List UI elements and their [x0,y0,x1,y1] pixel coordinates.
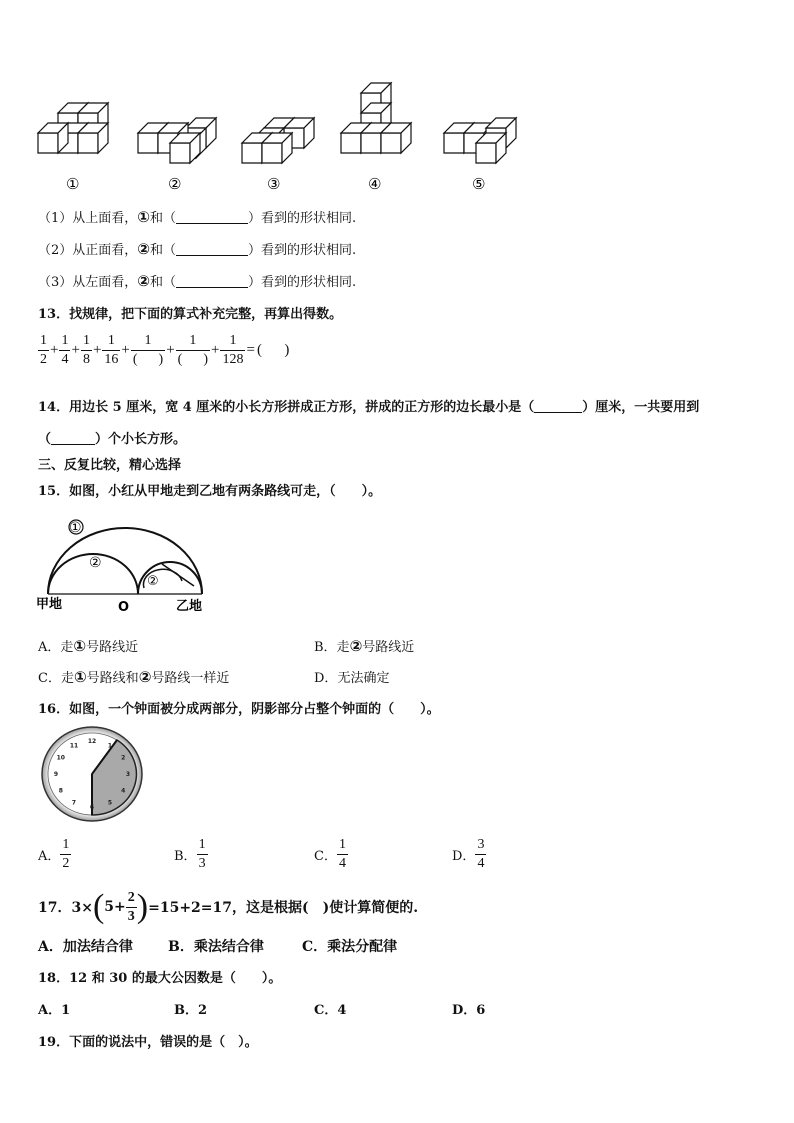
cube-label-3: ③ [267,175,281,193]
q15-option-b[interactable]: B．走②号路线近 [314,637,415,655]
q19-text: 19．下面的说法中，错误的是（ ）。 [38,1035,258,1050]
answer-blank[interactable] [51,432,95,445]
clock-figure [40,724,144,824]
q17-text: 17．3×(5+ $\frac{2}{3}$ )=15+2=17，这是根据( )使计算简便的. [38,888,419,925]
cube-figures [0,70,794,200]
clock-number: 3 [125,771,131,778]
fraction: $\frac{1}{2}$ [40,333,47,367]
q15-text: 15．如图，小红从甲地走到乙地有两条路线可走，（ ）。 [38,484,382,499]
q17-option-a[interactable]: A．加法结合律 [38,939,133,955]
q16-option-b[interactable]: B． $\frac{1}{3}$ [174,837,206,871]
answer-blank[interactable] [534,400,582,413]
cube-label-5: ⑤ [472,175,486,193]
fraction-blank[interactable]: $\frac{1}{( )}$ [177,333,208,367]
q14-line-1: 14．用边长 5 厘米，宽 4 厘米的小长方形拼成正方形，拼成的正方形的边长最小是（ ）厘米，一共要用到 [38,400,700,415]
q12-line-3: （3）从左面看，②和（ ）看到的形状相同. [38,272,357,290]
answer-blank[interactable]: ( ) [256,342,290,358]
q15-route-figure [32,515,217,617]
clock-number: 5 [107,799,113,807]
fraction-blank[interactable]: $\frac{1}{( )}$ [132,333,164,367]
q15-option-d[interactable]: D．无法确定 [314,671,390,686]
fraction: $\frac{3}{4}$ [477,837,485,871]
q18-text: 18．12 和 30 的最大公因数是（ ）。 [38,971,282,986]
cube-figure-5 [444,118,516,163]
clock-number: 6 [89,804,95,811]
answer-blank[interactable] [176,243,248,256]
route-2b-label: ② [147,574,159,589]
route-2-label: ② [89,555,102,571]
route-1-label: ① [69,520,82,536]
fraction: $\frac{1}{8}$ [82,333,90,367]
clock-number: 2 [121,754,126,762]
cube-label-4: ④ [368,175,382,193]
q14-line-2: （ ）个小长方形。 [38,432,187,447]
q12-line-1: （1）从上面看，①和（ ）看到的形状相同. [38,208,357,226]
fraction: $\frac{1}{4}$ [338,837,346,871]
center-label: O [118,600,130,615]
q16-option-a[interactable]: A． $\frac{1}{2}$ [38,837,70,871]
q15-option-a[interactable]: A．走①号路线近 [38,637,139,655]
q18-option-d[interactable]: D．6 [452,1003,486,1018]
q16-option-c[interactable]: C． $\frac{1}{4}$ [314,837,346,871]
fraction: $\frac{1}{4}$ [61,333,69,367]
q18-option-b[interactable]: B．2 [174,1003,208,1018]
answer-blank[interactable] [176,211,248,224]
q15-option-c[interactable]: C．走①号路线和②号路线一样近 [38,668,230,686]
clock-number: 7 [71,799,77,807]
cube-figure-3 [242,118,314,163]
route-1-arc [48,528,202,594]
q17-option-b[interactable]: B．乘法结合律 [168,939,264,955]
cube-figure-2 [138,118,216,163]
fraction: $\frac{1}{16}$ [104,333,119,367]
q13-expression: $\frac{1}{2}$ + $\frac{1}{4}$ + $\frac{1}{8}$ + $\frac{1}{16}$ + $\frac{1}{( )}$ + $\frac{1}{( )}$ + $\frac{1}{128}$ = ( ) [40,333,290,367]
q18-option-c[interactable]: C．4 [314,1003,347,1018]
q16-option-d[interactable]: D． $\frac{3}{4}$ [452,837,485,871]
clock-number: 9 [53,771,59,778]
q12-line-2: （2）从正面看，②和（ ）看到的形状相同. [38,240,357,258]
clock-number: 11 [69,742,79,750]
cube-label-1: ① [66,175,80,193]
clock-number: 1 [107,742,113,750]
end-label: 乙地 [176,599,203,614]
fraction: $\frac{1}{2}$ [62,837,70,871]
fraction: $\frac{1}{128}$ [222,333,244,367]
q16-text: 16．如图，一个钟面被分成两部分，阴影部分占整个钟面的（ ）。 [38,702,440,717]
clock-number: 8 [58,787,63,795]
q13-text: 13．找规律，把下面的算式补充完整，再算出得数。 [38,307,343,322]
q18-option-a[interactable]: A．1 [38,1003,71,1018]
q17-option-c[interactable]: C．乘法分配律 [302,939,398,955]
start-label: 甲地 [36,597,63,612]
cube-label-2: ② [168,175,182,193]
clock-number: 10 [56,754,65,762]
fraction: $\frac{2}{3}$ [127,889,135,924]
cube-figure-1 [38,103,108,153]
clock-number: 4 [121,787,126,795]
clock-number: 12 [87,738,97,745]
fraction: $\frac{1}{3}$ [198,837,206,871]
cube-figure-4 [341,83,411,153]
answer-blank[interactable] [176,275,248,288]
section-heading: 三、反复比较，精心选择 [38,458,182,473]
